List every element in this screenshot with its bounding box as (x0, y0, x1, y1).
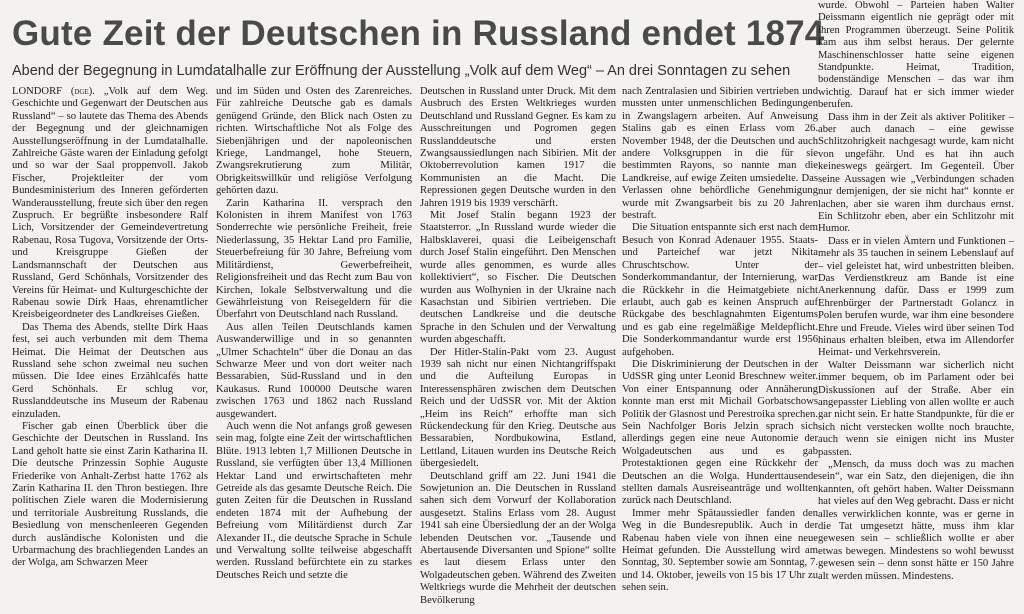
paragraph-text: „Volk auf dem Weg. Geschichte und Gegenwart der Deutschen aus Russland“ – so lautete das Thema des Abends der Begegnung und der gleichnamigen Ausstellungseröffnung in der Lumdatalhalle. Zahlreiche Gäste waren der Einladung gefolgt und so war der Saal proppenvoll. Jakob Fischer, Projektleiter der vom Bundesministerium des Inneren geförderten Wanderausstellung, freute sich über den regen Zuspruch. Er begrüßte insbesondere Ralf Lich, Vorsitzender der Gemeindevertretung Rabenau, Rosa Tugova, Vorsitzende der Orts- und Kreisgruppe Gießen der Landsmannschaft der Deutschen aus Russland, Gerd Schönhals, Vorsitzender des Vereins für Heimat- und Kulturgeschichte der Rabenau sowie Dirk Haas, ehrenamtlicher Kreisbeigeordneter des Landkreises Gießen. (12, 86, 208, 321)
dateline: LONDORF (dge). (12, 86, 95, 97)
article-paragraph: Deutschen in Russland unter Druck. Mit dem Ausbruch des Ersten Weltkrieges wurden Deutschland und Russland Gegner. Es kam zu Ausschreitungen und Pogromen gegen Russlanddeutsche und ersten Zwangsaussiedlungen nach Sibirien. Mit der Oktoberrevolution kamen 1917 die Kommunisten an die Macht. Die Repressionen gegen Deutsche wurden in den Jahren 1919 bis 1939 verschärft. (420, 86, 616, 209)
article-paragraph: „Mensch, da muss doch was zu machen sein“, war ein Satz, den diejenigen, die ihn kannten, oft gehört haben. Walter Deissmann hat vieles auf den Weg gebracht. Dass er nicht alles verwirklichen konnte, was er gerne in die Tat umgesetzt hätte, muss ihm klar gewesen sein – schließlich wollte er aber etwas bewegen. Mindestens so wohl bewusst gewesen sein – denn sonst hätte er 150 Jahre alt werden müssen. Mindestens. (818, 459, 1014, 582)
article-paragraph: Die Diskriminierung der Deutschen in der UdSSR ging unter Leonid Breschnew weiter. Von einer Entspannung oder Annäherung konnte man erst mit Michail Gorbatschows Politik der Glasnost und Perestroika sprechen. Sein Nachfolger Boris Jelzin sprach sich allerdings gegen eine neue Autonomie der Wolgadeutschen aus und es gab Protestaktionen gegen eine Rückkehr der Deutschen an die Wolga. Hunderttausende stellten damals Ausreiseanträge und wollten zurück nach Deutschland. (622, 358, 818, 507)
article-column-4 (622, 86, 818, 608)
article-paragraph: Walter Deissmann war sicherlich nicht immer bequem, ob im Parlament oder bei Diskussionen auf der Straße. Aber ein angepasster Liebling von allen wollte er auch gar nicht sein. Er hatte Standpunkte, für die er sich nicht verstecken wollte noch brauchte, auch wenn sie einigen nicht ins Muster passten. (818, 359, 1014, 458)
article-paragraph: Immer mehr Spätaussiedler fanden den Weg in die Bundesrepublik. Auch in der Rabenau haben viele von ihnen eine neue Heimat gefunden. Die Ausstellung wird am Sonntag, 30. September sowie am Sonntag, 7. und 14. Oktober, jeweils von 15 bis 17 Uhr zu sehen sein. (622, 507, 818, 594)
article-column-3 (420, 86, 616, 608)
article-paragraph (12, 86, 208, 322)
article-paragraph: Aus allen Teilen Deutschlands kamen Auswanderwillige und in so genannten „Ulmer Schachteln“ über die Donau an das Schwarze Meer und von dort weiter nach Bessarabien, Süd-Russland und in den Kaukasus. Rund 100000 Deutsche waren zwischen 1763 und 1862 nach Russland ausgewandert. (216, 321, 412, 420)
adjacent-article-column (818, 0, 1014, 608)
article-paragraph: nach Zentralasien und Sibirien vertrieben und mussten unter unmenschlichen Bedingungen in Zwangslagern arbeiten. Auf Anweisung Stalins gab es einen Erlass vom 26. November 1948, der die Deutschen und auch andere Volksgruppen in die für sie bestimmten Rayons, so nannte man die Landkreise, auf ewige Zeiten umsiedelte. Das Verlassen ohne behördliche Genehmigung wurde mit Zwangsarbeit bis zu 20 Jahren bestraft. (622, 86, 818, 222)
article-paragraph: Der Hitler-Stalin-Pakt vom 23. August 1939 sah nicht nur einen Nichtangriffspakt und die Aufteilung Europas in Interessensphären zwischen dem Deutschen Reich und der UdSSR vor. Mit der Aktion „Heim ins Reich“ erhoffte man sich Rückendeckung für den Krieg. Deutsche aus Bessarabien, Nordbukowina, Estland, Lettland, Litauen wurden ins Deutsche Reich übergesiedelt. (420, 346, 616, 470)
article-paragraph: Die Situation entspannte sich erst nach dem Besuch von Konrad Adenauer 1955. Staats- und Parteichef war jetzt Nikita Chruschtschow. Unter der Sonderkommandantur, der Internierung, war die Rückkehr in die Heimatgebiete nicht erlaubt, auch gab es keinen Anspruch auf Rückgabe des beschlagnahmten Eigentums und es gab eine regelmäßige Meldepflicht. Die Sonderkommandantur wurde erst 1956 aufgehoben. (622, 222, 818, 358)
article-paragraph: Fischer gab einen Überblick über die Geschichte der Deutschen in Russland. Ins Land geholt hatte sie einst Zarin Katharina II. Die deutsche Prinzessin Sophie Auguste Friederike von Anhalt-Zerbst hatte 1762 als Zarin Katharina II. den Thron bestiegen. Ihre politischen Ziele waren die Modernisierung und territoriale Ausbreitung Russlands, die Besiedlung von menschenleeren Gegenden durch ausländische Kolonisten und die Urbarmachung des brachliegenden Landes an der Wolga, am Schwarzen Meer (12, 420, 208, 569)
article-paragraph: Das Thema des Abends, stellte Dirk Haas fest, sei auch verbunden mit dem Thema Heimat. Die Heimat der Deutschen aus Russland sehe schon zweimal neu suchen müssen. Die Idee eines Erzählcafés hatte Gerd Schönhals. Er schlug vor, Russlanddeutsche ins Museum der Rabenau einzuladen. (12, 321, 208, 420)
article-subheadline: Abend der Begegnung in Lumdatalhalle zur Eröffnung der Ausstellung „Volk auf dem Weg“ – An drei Sonntagen zu sehen (12, 63, 791, 79)
article-paragraph: Dass ihm in der Zeit als aktiver Politiker – aber auch danach – eine gewisse Schlitzohrigkeit nachgesagt wurde, kam nicht von ungefähr. Und es hat ihn auch keineswegs geärgert. Im Gegenteil. Über seine Aussagen wie „Verbindungen schaden nur demjenigen, der sie nicht hat“ konnte er lachen, aber sie waren ihm durchaus ernst. Ein Schlitzohr eben, aber ein Schlitzohr mit Humor. (818, 111, 1014, 235)
article-paragraph: Mit Josef Stalin begann 1923 der Staatsterror. „In Russland wurde wieder die Halbsklaverei, quasi die Leibeigenschaft durch Josef Stalin eingeführt. Den Menschen wurde alles genommen, es wurde alles kollektiviert“, so Fischer. Die Deutschen wurden aus Wolhynien in der Ukraine nach Kasachstan und Sibirien vertrieben. Die deutschen Landkreise und die deutsche Sprache in den Schulen und der Verwaltung wurden abgeschafft. (420, 210, 616, 346)
article-paragraph: Deutschland griff am 22. Juni 1941 die Sowjetunion an. Die Deutschen in Russland sahen sich dem Vorwurf der Kollaboration ausgesetzt. Stalins Erlass vom 28. August 1941 sah eine Übersiedlung der an der Wolga lebenden Deutschen vor. „Tausende und Abertausende Diversanten und Spione“ sollte es laut diesem Erlass unter den Wolgadeutschen geben. Während des Zweiten Weltkriegs wurde die Mehrheit der deutschen Bevölkerung (420, 470, 616, 606)
article-paragraph: Dass er in vielen Ämtern und Funktionen – mehr als 35 tauchen in seinem Lebenslauf auf – viel geleistet hat, wird unbestritten bleiben. Das Verdienstkreuz am Bande ist eine Anerkennung dafür. Dass er 1999 zum Ehrenbürger der Partnerstadt Golancz in Polen berufen wurde, war ihm eine besondere Ehre und Freude. Vieles wird über seinen Tod hinaus erhalten bleiben, etwa im Allendorfer Heimat- und Verkehrsverein. (818, 235, 1014, 359)
article-paragraph: und im Süden und Osten des Zarenreiches. Für zahlreiche Deutsche gab es damals genügend Gründe, den Blick nach Osten zu richten. Wirtschaftliche Not als Folge des Siebenjährigen und der napoleonischen Kriege, Landmangel, hohe Steuern, Zwangsrekrutierung zum Militär, Obrigkeitswillkür und religiöse Verfolgung gehörten dazu. (216, 86, 412, 197)
article-column-2 (216, 86, 412, 608)
article-paragraph: Zarin Katharina II. versprach den Kolonisten in ihrem Manifest von 1763 Sonderrechte wie persönliche Freiheit, freie Niederlassung, 35 Hektar Land pro Familie, Steuerbefreiung für 30 Jahre, Befreiung vom Militärdienst, Gewerbefreiheit, Religionsfreiheit und das Recht zum Bau von Kirchen, lokale Selbstverwaltung und die Gewährleistung von Reisegeldern für die Überfahrt von Deutschland nach Russland. (216, 197, 412, 321)
article-headline: Gute Zeit der Deutschen in Russland endet 1874 (12, 14, 825, 53)
article-paragraph: Auch wenn die Not anfangs groß gewesen sein mag, folgte eine Zeit der wirtschaftlichen Blüte. 1913 lebten 1,7 Millionen Deutsche in Russland, sie verfügten über 13,4 Millionen Hektar Land und erwirtschafteten mehr Getreide als das gesamte Deutsche Reich. Die guten Zeiten für die Deutschen in Russland endeten 1874 mit der Aufhebung der Befreiung vom Militärdienst durch Zar Alexander II., die deutsche Sprache in Schule und Verwaltung sollte teilweise abgeschafft werden. Russland befürchtete ein zu starkes Deutsches Reich und setzte die (216, 420, 412, 581)
article-column-1 (12, 86, 208, 608)
article-paragraph: wurde. Obwohl – Parteien haben Walter Deissmann eigentlich nie geprägt oder mit ihren Programmen überzeugt. Seine Politik kam aus ihm selbst heraus. Der gelernte Maschinenschlosser hatte seine eigenen Standpunkte. Heimat, Tradition, bodenständige Menschen – das war ihm wichtig. Darauf hat er sich immer wieder berufen. (818, 0, 1014, 111)
